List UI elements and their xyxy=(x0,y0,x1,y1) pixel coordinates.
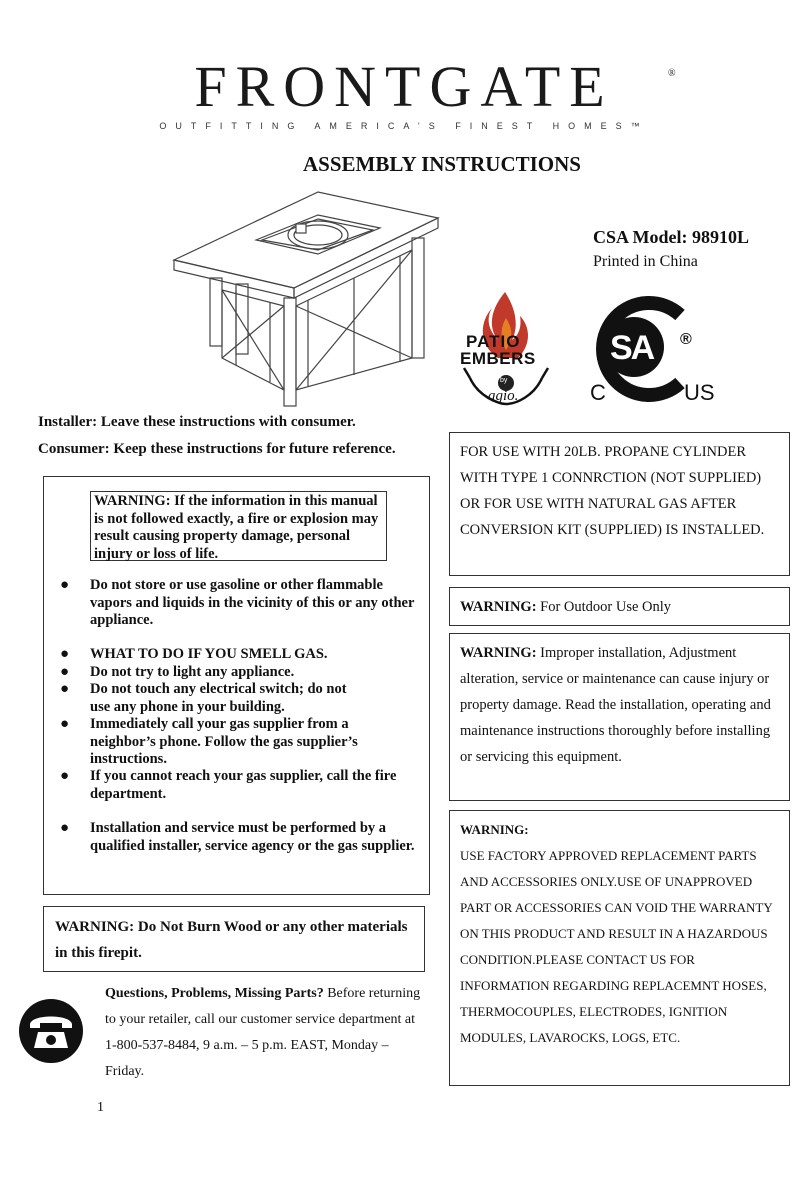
fire-pit-table-illustration xyxy=(168,180,443,410)
by-text: by xyxy=(500,377,508,384)
bullet-icon: ● xyxy=(60,646,70,662)
warning-label: WARNING: xyxy=(460,599,537,615)
printed-in: Printed in China xyxy=(593,253,698,270)
list-item: ● Installation and service must be performed by a qualified installer, service agency or the gas supplier. xyxy=(60,820,415,854)
contact-body: Before returning to your retailer, call our customer service department at 1-800-537-8484, 9 a.m. – 5 p.m. EAST, Monday – Friday. xyxy=(105,986,421,1079)
installer-notice: Installer: Leave these instructions with consumer. xyxy=(38,414,356,430)
list-item: ● Immediately call your gas supplier from a neighbor’s phone. Follow the gas supplier’s instructions. xyxy=(60,716,358,767)
csa-certification-logo xyxy=(588,295,723,407)
warning-text: For Outdoor Use Only xyxy=(536,599,672,615)
replacement-parts-warning xyxy=(449,810,790,1086)
list-item: ● WHAT TO DO IF YOU SMELL GAS. xyxy=(60,646,328,662)
patio-text: PATIO xyxy=(466,332,521,351)
propane-usage-box: FOR USE WITH 20LB. PROPANE CYLINDER WITH TYPE 1 CONNRCTION (NOT SUPPLIED) OR FOR USE WITH NATURAL GAS AFTER CONVERSION KIT (SUPPLIED) IS INSTALLED. xyxy=(449,432,790,576)
list-item: ● If you cannot reach your gas supplier, call the fire department. xyxy=(60,768,397,802)
bullet-icon: ● xyxy=(60,716,70,732)
list-item: ● Do not touch any electrical switch; do not use any phone in your building. xyxy=(60,681,347,715)
warning-text: Improper installation, Adjustment alteration, service or maintenance can cause injury or property damage. Read the installation, operating and maintenance instructions thoroughly before installing or servicing this equipment. xyxy=(460,645,771,765)
csa-us-label: US xyxy=(684,380,715,405)
warning-label: WARNING: xyxy=(460,645,537,661)
page-number: 1 xyxy=(97,1100,104,1115)
telephone-icon xyxy=(18,998,84,1064)
agio-text: agio. xyxy=(488,388,519,404)
consumer-notice: Consumer: Keep these instructions for future reference. xyxy=(38,441,396,457)
bullet-icon: ● xyxy=(60,681,70,697)
warning-label: WARNING: xyxy=(460,822,529,837)
csa-c-label: C xyxy=(590,380,606,405)
bullet-icon: ● xyxy=(60,664,70,680)
page-title: ASSEMBLY INSTRUCTIONS xyxy=(303,152,581,176)
outdoor-use-warning xyxy=(449,587,790,626)
brand-tagline: OUTFITTING AMERICA’S FINEST HOMES™ xyxy=(159,121,649,131)
patio-embers-logo xyxy=(458,288,553,416)
list-item: ● Do not store or use gasoline or other flammable vapors and liquids in the vicinity of this or any other appliance. xyxy=(60,577,415,628)
brand-logo: FRONTGATE xyxy=(194,54,614,119)
list-item: ● Do not try to light any appliance. xyxy=(60,664,295,680)
brand-registered-mark: ® xyxy=(668,68,676,79)
bullet-icon: ● xyxy=(60,768,70,784)
warning-text: USE FACTORY APPROVED REPLACEMENT PARTS AND ACCESSORIES ONLY.USE OF UNAPPROVED PART OR ACCESSORIES CAN VOID THE WARRANTY ON THIS PRODUCT AND RESULT IN A HAZARDOUS CONDITION.PLEASE CONTACT US FOR INFORMATION REGARDING REPLACEMNT HOSES, THERMOCOUPLES, ELECTRODES, IGNITION MODULES, LAVAROCKS, LOGS, ETC. xyxy=(460,848,773,1045)
fire-explosion-warning: WARNING: If the information in this manual is not followed exactly, a fire or explosion may result causing property damage, personal injury or loss of life. xyxy=(90,491,387,561)
wood-burning-warning: WARNING: Do Not Burn Wood or any other materials in this firepit. xyxy=(43,906,425,972)
contact-info xyxy=(105,981,425,1085)
improper-installation-warning xyxy=(449,633,790,801)
csa-registered: ® xyxy=(680,331,692,348)
contact-heading: Questions, Problems, Missing Parts? xyxy=(105,986,324,1001)
csa-letters: SA xyxy=(610,329,654,367)
bullet-icon: ● xyxy=(60,820,70,836)
bullet-icon: ● xyxy=(60,577,70,593)
model-number: CSA Model: 98910L xyxy=(593,227,750,247)
embers-text: EMBERS xyxy=(460,349,536,368)
